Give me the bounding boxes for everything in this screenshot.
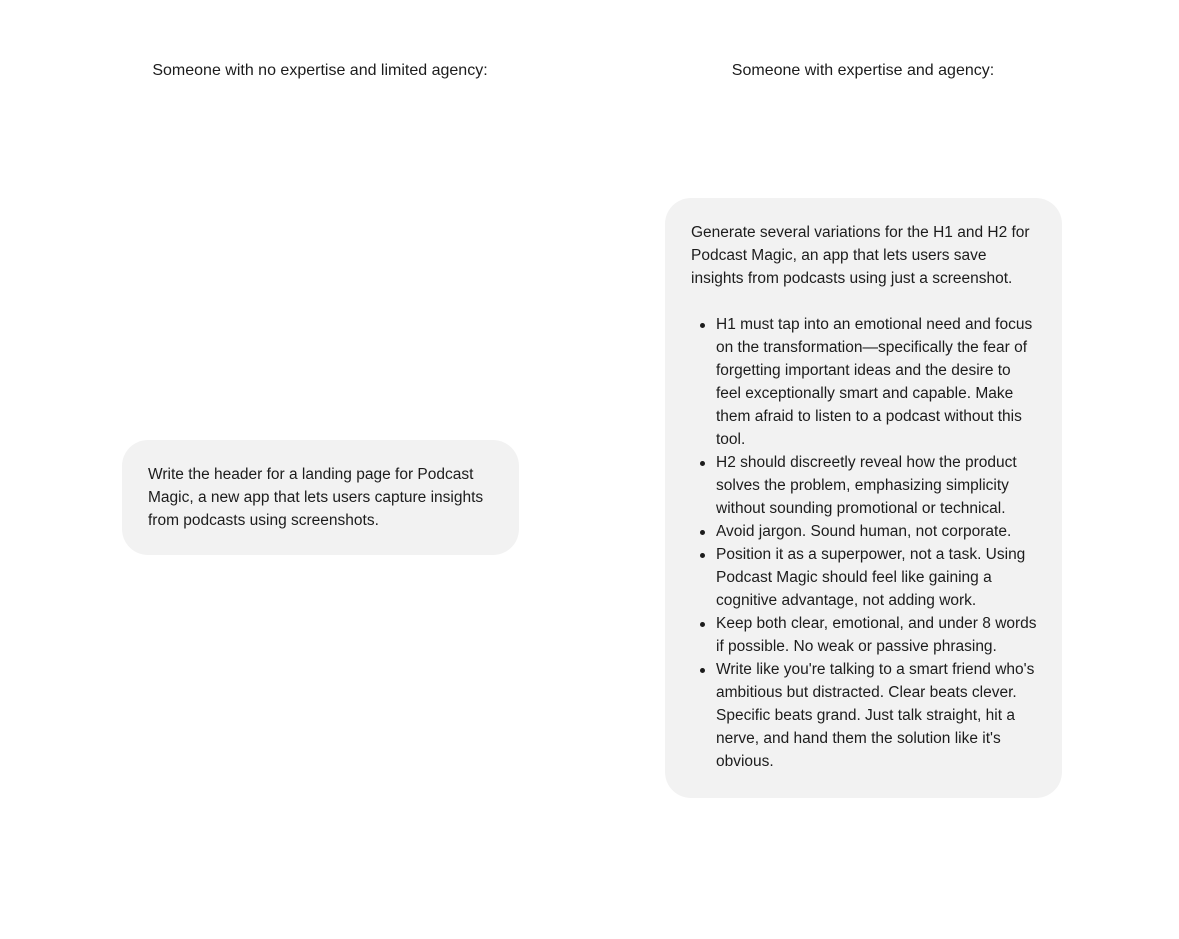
expert-prompt-bubble (665, 198, 1062, 798)
requirement-item: H2 should discreetly reveal how the product solves the problem, emphasizing simplicity without sounding promotional or technical. (716, 451, 1038, 520)
basic-prompt-text: Write the header for a landing page for Podcast Magic, a new app that lets users capture insights from podcasts using screenshots. (148, 466, 484, 529)
requirement-item: Keep both clear, emotional, and under 8 words if possible. No weak or passive phrasing. (716, 612, 1038, 658)
requirement-item: Write like you're talking to a smart friend who's ambitious but distracted. Clear beats clever. Specific beats grand. Just talk straight, hit a nerve, and hand them the solution like it's obvious. (716, 658, 1038, 773)
requirement-item: H1 must tap into an emotional need and focus on the transformation—specifically the fear of forgetting important ideas and the desire to feel exceptionally smart and capable. Make them afraid to listen to a podcast without this tool. (716, 313, 1038, 451)
requirements-list (691, 313, 1038, 773)
basic-prompt-bubble (122, 440, 519, 555)
requirement-item: Position it as a superpower, not a task. Using Podcast Magic should feel like gaining a cognitive advantage, not adding work. (716, 543, 1038, 612)
left-column-heading: Someone with no expertise and limited agency: (152, 62, 488, 79)
expert-prompt-intro: Generate several variations for the H1 and H2 for Podcast Magic, an app that lets users save insights from podcasts using just a screenshot. (691, 224, 1030, 287)
right-column-heading: Someone with expertise and agency: (731, 62, 995, 79)
requirement-item: Avoid jargon. Sound human, not corporate. (716, 520, 1038, 543)
